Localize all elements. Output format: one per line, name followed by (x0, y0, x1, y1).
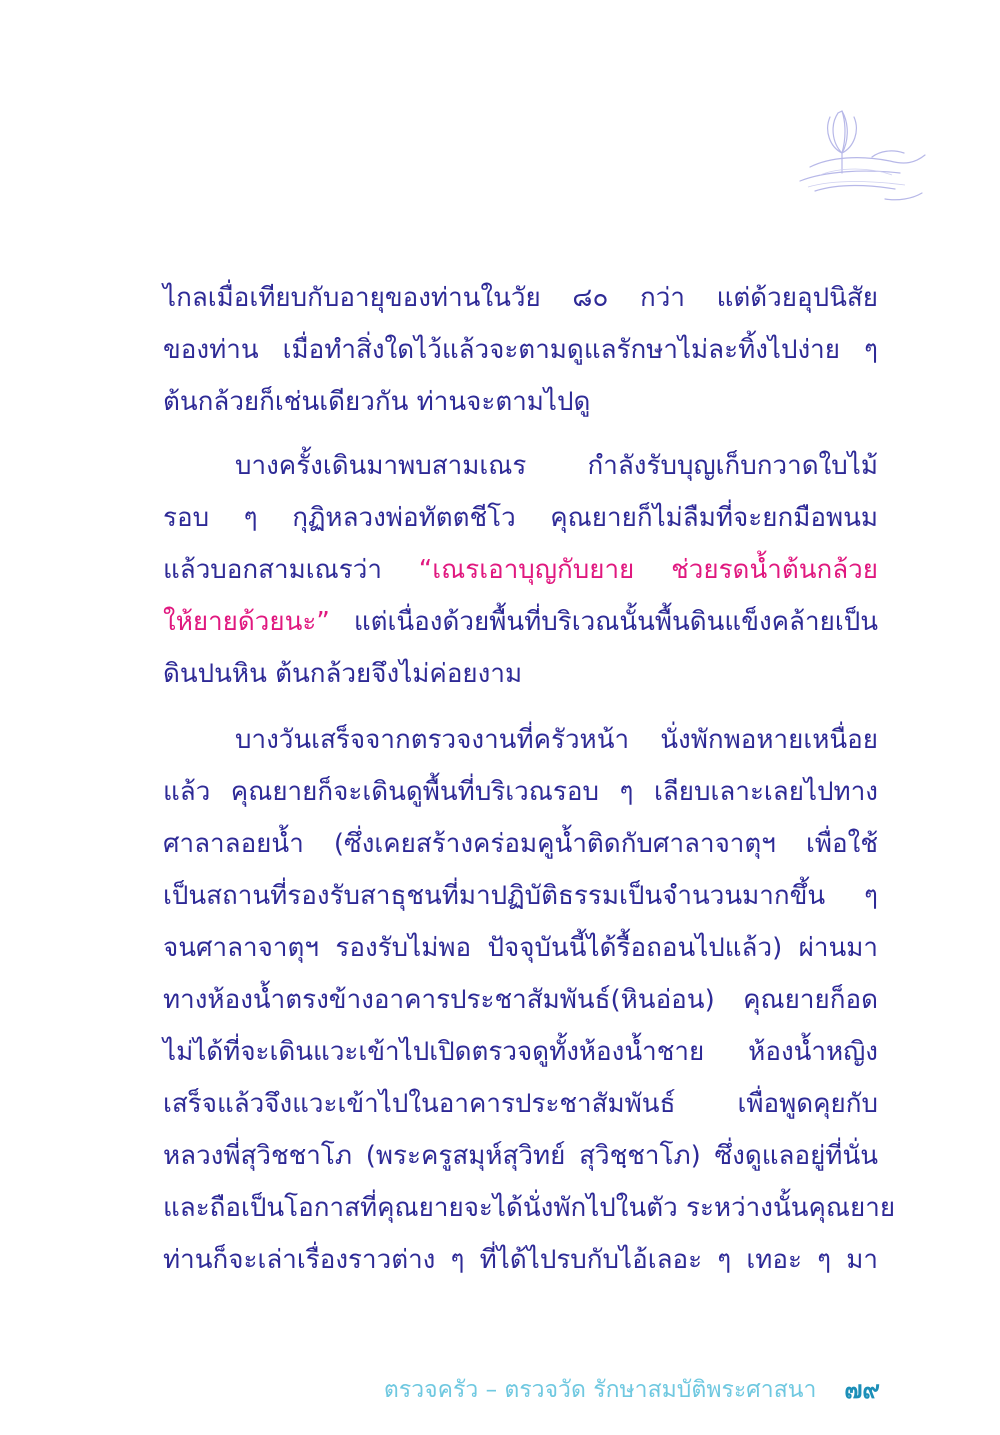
text-line: ท่านก็จะเล่าเรื่องราวต่าง ๆ ที่ได้ไปรบกับไอ้เลอะ ๆ เทอะ ๆ มา (163, 1245, 878, 1275)
footer-title: ตรวจครัว – ตรวจวัด รักษาสมบัติพระศาสนา (383, 1377, 817, 1403)
text-line: และถือเป็นโอกาสที่คุณยายจะได้นั่งพักไปในตัว ระหว่างนั้นคุณยาย (163, 1193, 896, 1223)
text-line: หลวงพี่สุวิชชาโภ (พระครูสมุห์สุวิทย์ สุวิชฺชาโภ) ซึ่งดูแลอยู่ที่นั่น (163, 1141, 878, 1171)
text-line: รอบ ๆ กุฏิหลวงพ่อทัตตชีโว คุณยายก็ไม่ลืมที่จะยกมือพนม (163, 503, 878, 533)
text-line: ไกลเมื่อเทียบกับอายุของท่านในวัย ๘๐ กว่า แต่ด้วยอุปนิสัย (163, 283, 878, 313)
text-line: ต้นกล้วยก็เช่นเดียวกัน ท่านจะตามไปดู (163, 387, 591, 417)
text-segment: แต่เนื่องด้วยพื้นที่บริเวณนั้นพื้นดินแข็งคล้ายเป็น (353, 607, 878, 637)
text-line: บางครั้งเดินมาพบสามเณร กำลังรับบุญเก็บกวาดใบไม้ (235, 451, 878, 481)
quote-text: “เณรเอาบุญกับยาย ช่วยรดน้ำต้นกล้วย (418, 555, 878, 585)
text-line: จนศาลาจาตุฯ รองรับไม่พอ ปัจจุบันนี้ได้รื้อถอนไปแล้ว) ผ่านมา (163, 933, 878, 963)
paragraph-1 (163, 272, 878, 428)
text-line: ของท่าน เมื่อทำสิ่งใดไว้แล้วจะตามดูแลรักษาไม่ละทิ้งไปง่าย ๆ (163, 335, 878, 365)
page-number: ๗๙ (844, 1376, 880, 1404)
text-line: แล้ว คุณยายก็จะเดินดูพื้นที่บริเวณรอบ ๆ เลียบเลาะเลยไปทาง (163, 777, 878, 807)
text-line: เป็นสถานที่รองรับสาธุชนที่มาปฏิบัติธรรมเป็นจำนวนมากขึ้น ๆ (163, 881, 878, 911)
text-line: ทางห้องน้ำตรงข้างอาคารประชาสัมพันธ์(หินอ่อน) คุณยายก็อด (163, 985, 878, 1015)
text-line: ดินปนหิน ต้นกล้วยจึงไม่ค่อยงาม (163, 659, 523, 689)
text-line: ไม่ได้ที่จะเดินแวะเข้าไปเปิดตรวจดูทั้งห้องน้ำชาย ห้องน้ำหญิง (163, 1037, 878, 1067)
text-line: บางวันเสร็จจากตรวจงานที่ครัวหน้า นั่งพักพอหายเหนื่อย (235, 725, 878, 755)
text-line: ศาลาลอยน้ำ (ซึ่งเคยสร้างคร่อมคูน้ำติดกับศาลาจาตุฯ เพื่อใช้ (163, 829, 878, 859)
lotus-icon (780, 95, 930, 220)
text-line-with-quote (163, 596, 878, 648)
text-segment: แล้วบอกสามเณรว่า (163, 555, 419, 585)
text-line-with-quote (163, 544, 878, 596)
paragraph-3 (163, 714, 896, 1286)
paragraph-2 (163, 440, 878, 700)
quote-text: ให้ยายด้วยนะ” (163, 607, 330, 637)
text-line: เสร็จแล้วจึงแวะเข้าไปในอาคารประชาสัมพันธ์ เพื่อพูดคุยกับ (163, 1089, 878, 1119)
page-footer (300, 1370, 880, 1410)
